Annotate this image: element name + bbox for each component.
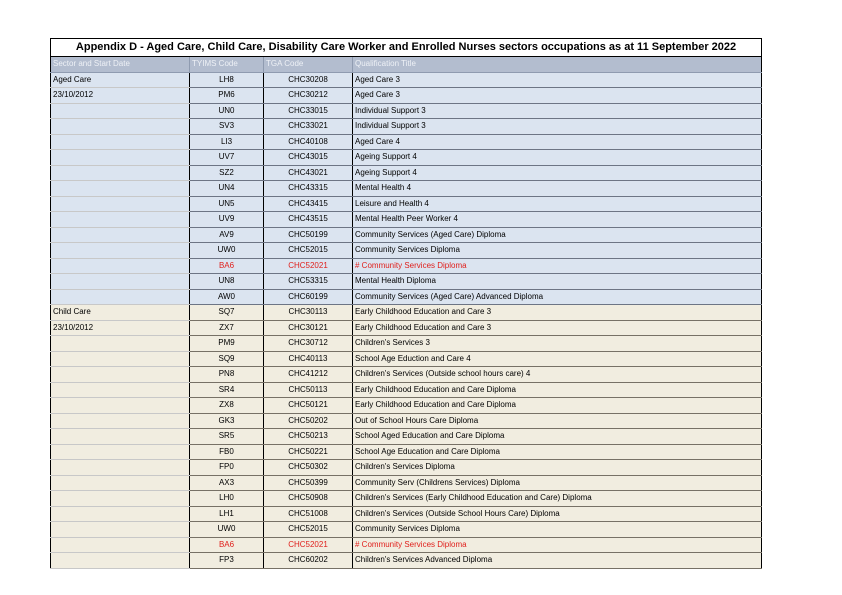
qualification-title-cell: School Aged Education and Care Diploma	[353, 429, 762, 445]
table-row	[51, 398, 762, 414]
sector-cell	[51, 398, 190, 414]
tga-code-cell: CHC52015	[264, 243, 353, 259]
tyims-code-cell: PN8	[190, 367, 264, 383]
table-title: Appendix D - Aged Care, Child Care, Disability Care Worker and Enrolled Nurses sectors occupations as at 11 September 2022	[51, 39, 762, 57]
qualification-title-cell: Children's Services 3	[353, 336, 762, 352]
tga-code-cell: CHC50202	[264, 413, 353, 429]
tga-code-cell: CHC30113	[264, 305, 353, 321]
sector-cell	[51, 382, 190, 398]
table-row	[51, 181, 762, 197]
tga-code-cell: CHC50302	[264, 460, 353, 476]
table-row	[51, 150, 762, 166]
sector-cell	[51, 165, 190, 181]
tga-code-cell: CHC30712	[264, 336, 353, 352]
qualification-title-cell: Mental Health 4	[353, 181, 762, 197]
table-row	[51, 537, 762, 553]
tyims-code-cell: AX3	[190, 475, 264, 491]
tyims-code-cell: UN5	[190, 196, 264, 212]
table-row	[51, 382, 762, 398]
header-sector: Sector and Start Date	[51, 57, 190, 73]
header-row	[51, 57, 762, 73]
table-row	[51, 351, 762, 367]
table-row	[51, 227, 762, 243]
qualification-title-cell: Ageing Support 4	[353, 150, 762, 166]
qualification-title-cell: Ageing Support 4	[353, 165, 762, 181]
sector-cell	[51, 336, 190, 352]
qualification-title-cell: Mental Health Peer Worker 4	[353, 212, 762, 228]
tyims-code-cell: AV9	[190, 227, 264, 243]
qualification-title-cell: Individual Support 3	[353, 103, 762, 119]
sector-cell	[51, 444, 190, 460]
qualification-title-cell: Aged Care 3	[353, 88, 762, 104]
tga-code-cell: CHC52021	[264, 258, 353, 274]
sector-cell	[51, 243, 190, 259]
tyims-code-cell: LI3	[190, 134, 264, 150]
table-row	[51, 258, 762, 274]
tyims-code-cell: SQ7	[190, 305, 264, 321]
table-row	[51, 475, 762, 491]
qualification-title-cell: Aged Care 4	[353, 134, 762, 150]
tyims-code-cell: BA6	[190, 537, 264, 553]
qualification-title-cell: Children's Services (Outside School Hours Care) Diploma	[353, 506, 762, 522]
sector-cell	[51, 351, 190, 367]
tga-code-cell: CHC40108	[264, 134, 353, 150]
tyims-code-cell: GK3	[190, 413, 264, 429]
qualification-title-cell: Children's Services (Early Childhood Education and Care) Diploma	[353, 491, 762, 507]
qualification-title-cell: Early Childhood Education and Care Diploma	[353, 398, 762, 414]
qualification-title-cell: Community Services Diploma	[353, 522, 762, 538]
table-row	[51, 553, 762, 569]
tga-code-cell: CHC43015	[264, 150, 353, 166]
qualification-title-cell: Children's Services Diploma	[353, 460, 762, 476]
qualification-title-cell: Community Services (Aged Care) Diploma	[353, 227, 762, 243]
table-row	[51, 103, 762, 119]
tga-code-cell: CHC30208	[264, 72, 353, 88]
table-row	[51, 367, 762, 383]
table-row	[51, 320, 762, 336]
tga-code-cell: CHC33021	[264, 119, 353, 135]
tyims-code-cell: FP3	[190, 553, 264, 569]
sector-cell	[51, 181, 190, 197]
table-row	[51, 88, 762, 104]
sector-cell	[51, 413, 190, 429]
qualification-title-cell: Early Childhood Education and Care Diploma	[353, 382, 762, 398]
sector-cell	[51, 274, 190, 290]
tga-code-cell: CHC52015	[264, 522, 353, 538]
tga-code-cell: CHC60199	[264, 289, 353, 305]
tyims-code-cell: LH8	[190, 72, 264, 88]
tga-code-cell: CHC50221	[264, 444, 353, 460]
sector-cell: 23/10/2012	[51, 320, 190, 336]
table-row	[51, 305, 762, 321]
qualification-title-cell: Aged Care 3	[353, 72, 762, 88]
header-tyims-code: TYIMS Code	[190, 57, 264, 73]
sector-cell	[51, 103, 190, 119]
header-qualification-title: Qualification Title	[353, 57, 762, 73]
table-row	[51, 119, 762, 135]
sector-cell	[51, 258, 190, 274]
tga-code-cell: CHC53315	[264, 274, 353, 290]
qualification-title-cell: # Community Services Diploma	[353, 258, 762, 274]
sector-cell	[51, 491, 190, 507]
table-row	[51, 460, 762, 476]
table-row	[51, 491, 762, 507]
tyims-code-cell: LH0	[190, 491, 264, 507]
tyims-code-cell: SQ9	[190, 351, 264, 367]
sector-cell	[51, 227, 190, 243]
sector-cell	[51, 150, 190, 166]
qualification-title-cell: Children's Services (Outside school hours care) 4	[353, 367, 762, 383]
sector-cell	[51, 553, 190, 569]
table-row	[51, 336, 762, 352]
table-row	[51, 72, 762, 88]
qualification-title-cell: Community Serv (Childrens Services) Diploma	[353, 475, 762, 491]
tga-code-cell: CHC43415	[264, 196, 353, 212]
sector-cell	[51, 212, 190, 228]
tyims-code-cell: ZX8	[190, 398, 264, 414]
tga-code-cell: CHC50213	[264, 429, 353, 445]
sector-cell	[51, 429, 190, 445]
tga-code-cell: CHC51008	[264, 506, 353, 522]
sector-cell: Aged Care	[51, 72, 190, 88]
table-row	[51, 196, 762, 212]
tga-code-cell: CHC30212	[264, 88, 353, 104]
table-row	[51, 274, 762, 290]
header-tga-code: TGA Code	[264, 57, 353, 73]
tga-code-cell: CHC43515	[264, 212, 353, 228]
qualification-title-cell: Leisure and Health 4	[353, 196, 762, 212]
sector-cell	[51, 460, 190, 476]
sector-cell	[51, 475, 190, 491]
table-row	[51, 134, 762, 150]
tyims-code-cell: PM6	[190, 88, 264, 104]
qualification-title-cell: # Community Services Diploma	[353, 537, 762, 553]
sector-cell	[51, 196, 190, 212]
table-row	[51, 522, 762, 538]
tga-code-cell: CHC60202	[264, 553, 353, 569]
sector-cell	[51, 506, 190, 522]
tyims-code-cell: LH1	[190, 506, 264, 522]
tyims-code-cell: UV7	[190, 150, 264, 166]
qualification-title-cell: Individual Support 3	[353, 119, 762, 135]
tyims-code-cell: SV3	[190, 119, 264, 135]
qualification-title-cell: Early Childhood Education and Care 3	[353, 320, 762, 336]
qualification-title-cell: Mental Health Diploma	[353, 274, 762, 290]
qualification-title-cell: School Age Eduction and Care 4	[353, 351, 762, 367]
sector-cell	[51, 367, 190, 383]
tga-code-cell: CHC30121	[264, 320, 353, 336]
sector-cell	[51, 289, 190, 305]
tga-code-cell: CHC52021	[264, 537, 353, 553]
qualification-title-cell: Community Services Diploma	[353, 243, 762, 259]
tyims-code-cell: UN0	[190, 103, 264, 119]
tga-code-cell: CHC33015	[264, 103, 353, 119]
tga-code-cell: CHC50199	[264, 227, 353, 243]
tga-code-cell: CHC40113	[264, 351, 353, 367]
tyims-code-cell: AW0	[190, 289, 264, 305]
tyims-code-cell: FP0	[190, 460, 264, 476]
tga-code-cell: CHC50399	[264, 475, 353, 491]
table-row	[51, 243, 762, 259]
tyims-code-cell: SR4	[190, 382, 264, 398]
tyims-code-cell: UW0	[190, 243, 264, 259]
tga-code-cell: CHC50908	[264, 491, 353, 507]
tyims-code-cell: UW0	[190, 522, 264, 538]
table-row	[51, 413, 762, 429]
qualification-title-cell: School Age Education and Care Diploma	[353, 444, 762, 460]
tyims-code-cell: BA6	[190, 258, 264, 274]
table-row	[51, 444, 762, 460]
tga-code-cell: CHC43021	[264, 165, 353, 181]
occupations-table	[50, 38, 762, 569]
sector-cell: Child Care	[51, 305, 190, 321]
sector-cell	[51, 119, 190, 135]
tyims-code-cell: FB0	[190, 444, 264, 460]
sector-cell	[51, 522, 190, 538]
qualification-title-cell: Early Childhood Education and Care 3	[353, 305, 762, 321]
qualification-title-cell: Community Services (Aged Care) Advanced Diploma	[353, 289, 762, 305]
tyims-code-cell: UV9	[190, 212, 264, 228]
tyims-code-cell: ZX7	[190, 320, 264, 336]
table-row	[51, 165, 762, 181]
tyims-code-cell: SR5	[190, 429, 264, 445]
table-row	[51, 429, 762, 445]
tga-code-cell: CHC41212	[264, 367, 353, 383]
tyims-code-cell: SZ2	[190, 165, 264, 181]
tga-code-cell: CHC50113	[264, 382, 353, 398]
sector-cell	[51, 537, 190, 553]
table-row	[51, 289, 762, 305]
sector-cell	[51, 134, 190, 150]
tyims-code-cell: PM9	[190, 336, 264, 352]
table-row	[51, 212, 762, 228]
tyims-code-cell: UN4	[190, 181, 264, 197]
table-row	[51, 506, 762, 522]
tyims-code-cell: UN8	[190, 274, 264, 290]
tga-code-cell: CHC50121	[264, 398, 353, 414]
qualification-title-cell: Children's Services Advanced Diploma	[353, 553, 762, 569]
sector-cell: 23/10/2012	[51, 88, 190, 104]
qualification-title-cell: Out of School Hours Care Diploma	[353, 413, 762, 429]
tga-code-cell: CHC43315	[264, 181, 353, 197]
